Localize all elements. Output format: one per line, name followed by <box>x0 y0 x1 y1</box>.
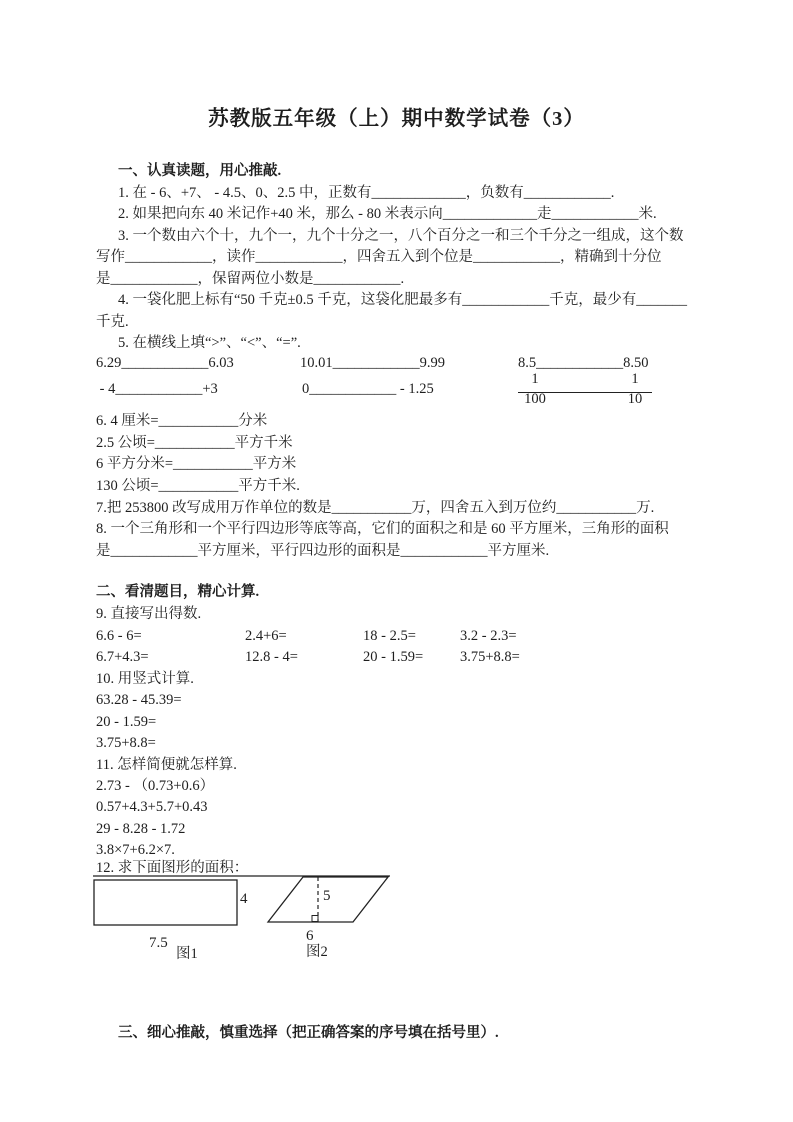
paper-title: 苏教版五年级（上）期中数学试卷（3） <box>208 108 585 130</box>
q5-compare-4: - 4____________+3 <box>96 381 218 397</box>
q9-expr-4: 3.2 - 2.3= <box>460 628 517 644</box>
question-6-line3: 6 平方分米=___________平方米 <box>96 456 297 472</box>
figure1-height-label: 4 <box>240 891 248 907</box>
fraction-1-100 <box>518 366 552 409</box>
q9-expr-2: 2.4+6= <box>245 628 287 644</box>
question-4-line1: 4. 一袋化肥上标有“50 千克±0.5 千克，这袋化肥最多有____________千克，最少有_______ <box>118 292 688 308</box>
q10-expr-2: 20 - 1.59= <box>96 714 157 730</box>
fraction-numerator: 1 <box>531 371 539 387</box>
figure1-rectangle <box>94 880 237 925</box>
figure2-caption: 图2 <box>306 944 328 960</box>
section3-heading: 三、细心推敲，慎重选择（把正确答案的序号填在括号里）. <box>118 1025 499 1041</box>
q11-expr-3: 29 - 8.28 - 1.72 <box>96 821 186 837</box>
question-3-line1: 3. 一个数由六个十，九个一，九个十分之一，八个百分之一和三个千分之一组成，这个数 <box>118 228 684 244</box>
q10-expr-1: 63.28 - 45.39= <box>96 692 182 708</box>
q5-compare-3: 8.5____________8.50 <box>518 355 649 371</box>
q9-expr-6: 12.8 - 4= <box>245 649 298 665</box>
q9-expr-3: 18 - 2.5= <box>363 628 416 644</box>
section1-heading: 一、认真读题，用心推敲. <box>118 163 282 179</box>
figure1-width-label: 7.5 <box>149 935 168 951</box>
question-6-line1: 6. 4 厘米=___________分米 <box>96 413 268 429</box>
question-12-heading: 12. 求下面图形的面积： <box>96 860 249 876</box>
question-3-line3: 是____________，保留两位小数是____________. <box>96 271 405 287</box>
question-8-line2: 是____________平方厘米，平行四边形的面积是____________平方厘米. <box>96 543 550 559</box>
section2-heading: 二、看清题目，精心计算. <box>96 584 260 600</box>
question-6-line4: 130 公顷=___________平方千米. <box>96 478 300 494</box>
question-11-heading: 11. 怎样简便就怎样算. <box>96 757 237 773</box>
q11-expr-2: 0.57+4.3+5.7+0.43 <box>96 799 208 815</box>
q5-compare-1: 6.29____________6.03 <box>96 355 234 371</box>
figure2-height-label: 5 <box>323 888 331 904</box>
fraction-numerator: 1 <box>631 371 639 387</box>
question-3-line2: 写作____________，读作____________，四舍五入到个位是____________，精确到十分位 <box>96 249 662 265</box>
question-4-line2: 千克. <box>96 314 129 330</box>
question-10-heading: 10. 用竖式计算. <box>96 671 194 687</box>
q9-expr-1: 6.6 - 6= <box>96 628 142 644</box>
fraction-denominator: 100 <box>524 391 546 407</box>
q10-expr-3: 3.75+8.8= <box>96 735 156 751</box>
fraction-denominator: 10 <box>627 391 643 407</box>
question-9-heading: 9. 直接写出得数. <box>96 606 202 622</box>
q9-expr-7: 20 - 1.59= <box>363 649 424 665</box>
q5-compare-6-fractions <box>518 366 652 410</box>
figure1-caption: 图1 <box>176 946 198 962</box>
q5-compare-2: 10.01____________9.99 <box>300 355 445 371</box>
question-6-line2: 2.5 公顷=___________平方千米 <box>96 435 293 451</box>
question-8-line1: 8. 一个三角形和一个平行四边形等底等高，它们的面积之和是 60 平方厘米，三角形的面积 <box>96 521 669 537</box>
figure2-right-angle-mark <box>312 916 318 922</box>
q9-expr-8: 3.75+8.8= <box>460 649 520 665</box>
q11-expr-1: 2.73 - （0.73+0.6） <box>96 778 215 794</box>
figure2-base-label: 6 <box>306 928 314 944</box>
question-5-heading: 5. 在横线上填“>”、“<”、“=”. <box>118 335 301 351</box>
q5-compare-5: 0____________ - 1.25 <box>302 381 434 397</box>
q9-expr-5: 6.7+4.3= <box>96 649 149 665</box>
q11-expr-4: 3.8×7+6.2×7. <box>96 842 175 858</box>
question-1: 1. 在 - 6、+7、 - 4.5、0、2.5 中，正数有_____________，负数有____________. <box>118 185 615 201</box>
question-2: 2. 如果把向东 40 米记作+40 米，那么 - 80 米表示向_____________走____________米. <box>118 206 657 222</box>
q12-figure-drawing <box>93 868 393 973</box>
fraction-1-10 <box>618 366 652 409</box>
question-7: 7.把 253800 改写成用万作单位的数是___________万，四舍五入到万位约___________万. <box>96 500 655 516</box>
q12-figures <box>93 868 393 973</box>
